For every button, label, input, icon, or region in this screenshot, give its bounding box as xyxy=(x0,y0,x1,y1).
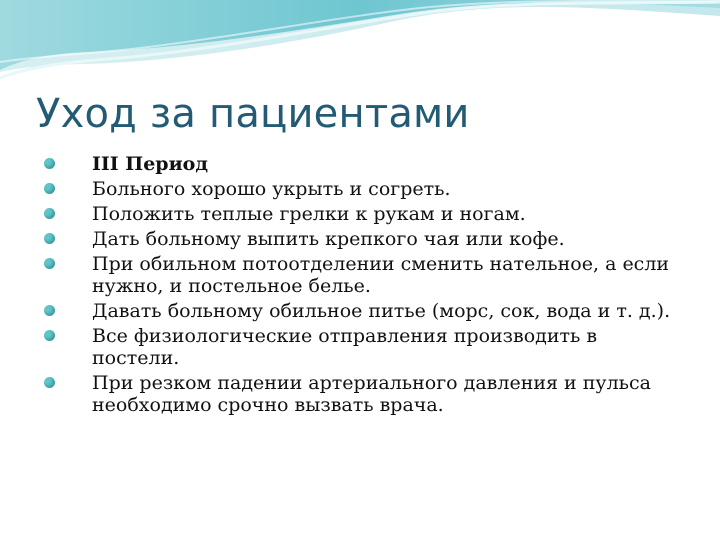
bullet-item xyxy=(44,178,684,200)
bullet-list xyxy=(44,153,684,419)
bullet-item xyxy=(44,228,684,250)
bullet-text: При резком падении артериального давления и пульса необходимо срочно вызвать врача. xyxy=(92,372,651,416)
bullet-dot-icon xyxy=(44,305,55,316)
bullet-item xyxy=(44,153,684,175)
bullet-dot-icon xyxy=(44,183,55,194)
bullet-text: Больного хорошо укрыть и согреть. xyxy=(92,178,451,200)
bullet-text: Все физиологические отправления производить в постели. xyxy=(92,325,598,369)
bullet-text: Положить теплые грелки к рукам и ногам. xyxy=(92,203,526,225)
header-wave-decoration xyxy=(0,0,720,90)
bullet-dot-icon xyxy=(44,208,55,219)
bullet-item xyxy=(44,253,684,297)
bullet-dot-icon xyxy=(44,158,55,169)
bullet-item xyxy=(44,325,684,369)
bullet-dot-icon xyxy=(44,377,55,388)
bullet-text: III Период xyxy=(92,153,209,175)
slide-title: Уход за пациентами xyxy=(36,91,470,137)
bullet-text: При обильном потоотделении сменить нательное, а если нужно, и постельное белье. xyxy=(92,253,670,297)
bullet-item xyxy=(44,300,684,322)
bullet-item xyxy=(44,203,684,225)
bullet-dot-icon xyxy=(44,330,55,341)
bullet-text: Давать больному обильное питье (морс, сок, вода и т. д.). xyxy=(92,300,671,322)
bullet-text: Дать больному выпить крепкого чая или кофе. xyxy=(92,228,565,250)
bullet-item xyxy=(44,372,684,416)
bullet-dot-icon xyxy=(44,258,55,269)
bullet-dot-icon xyxy=(44,233,55,244)
